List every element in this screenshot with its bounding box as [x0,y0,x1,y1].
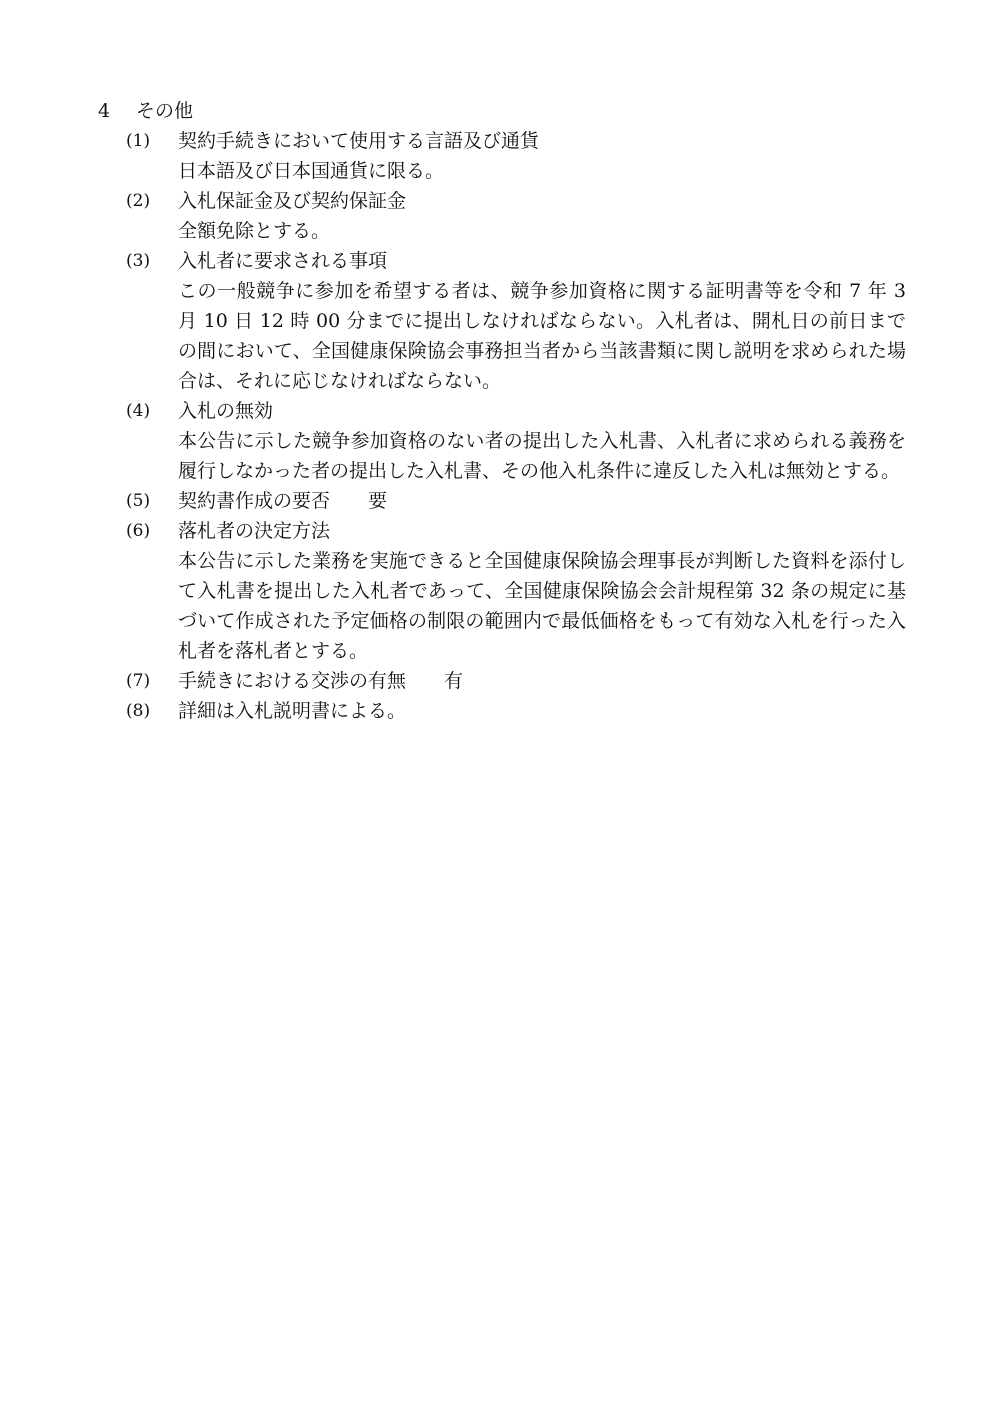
list-item-3 [126,246,906,396]
item-body: 全額免除とする。 [178,220,331,242]
item-body: 本公告に示した業務を実施できると全国健康保険協会理事長が判断した資料を添付して入札書を提出した入札者であって、全国健康保険協会会計規程第 32 条の規定に基づいて作成された予定価格の制限の範囲内で最低価格をもって有効な入札を行った入札者を落札者とする。 [178,550,906,662]
list-item-7 [126,666,906,696]
item-marker: (4) [126,401,151,421]
list-item-8 [126,696,906,726]
item-marker: (8) [126,701,151,721]
item-marker: (1) [126,131,151,151]
section-number: 4 [98,100,111,122]
item-body: この一般競争に参加を希望する者は、競争参加資格に関する証明書等を令和 7 年 3 月 10 日 12 時 00 分までに提出しなければならない。入札者は、開札日の前日までの間において、全国健康保険協会事務担当者から当該書類に関し説明を求められた場合は、それに応じなければならない。 [178,280,906,392]
item-title: 契約手続きにおいて使用する言語及び通貨 [178,130,540,152]
list-item-2 [126,186,906,246]
item-marker: (3) [126,251,151,271]
list-item-6 [126,516,906,666]
list-item-5 [126,486,906,516]
section-heading [98,96,193,126]
item-title: 詳細は入札説明書による。 [178,700,407,722]
item-value: 有 [444,670,464,692]
list-item-1 [126,126,906,186]
item-marker: (5) [126,491,151,511]
list-item-4 [126,396,906,486]
item-title: 入札保証金及び契約保証金 [178,190,407,212]
item-title: 手続きにおける交渉の有無 有 [178,670,464,692]
item-marker: (2) [126,191,151,211]
item-body: 本公告に示した競争参加資格のない者の提出した入札書、入札者に求められる義務を履行しなかった者の提出した入札書、その他入札条件に違反した入札は無効とする。 [178,430,906,482]
section-title: その他 [136,100,194,122]
item-body: 日本語及び日本国通貨に限る。 [178,160,445,182]
item-marker: (6) [126,521,151,541]
item-list [126,126,906,726]
item-title: 落札者の決定方法 [178,520,331,542]
item-marker: (7) [126,671,151,691]
item-title: 入札者に要求される事項 [178,250,388,272]
item-title: 契約書作成の要否 要 [178,490,388,512]
item-title: 入札の無効 [178,400,274,422]
item-value: 要 [368,490,388,512]
